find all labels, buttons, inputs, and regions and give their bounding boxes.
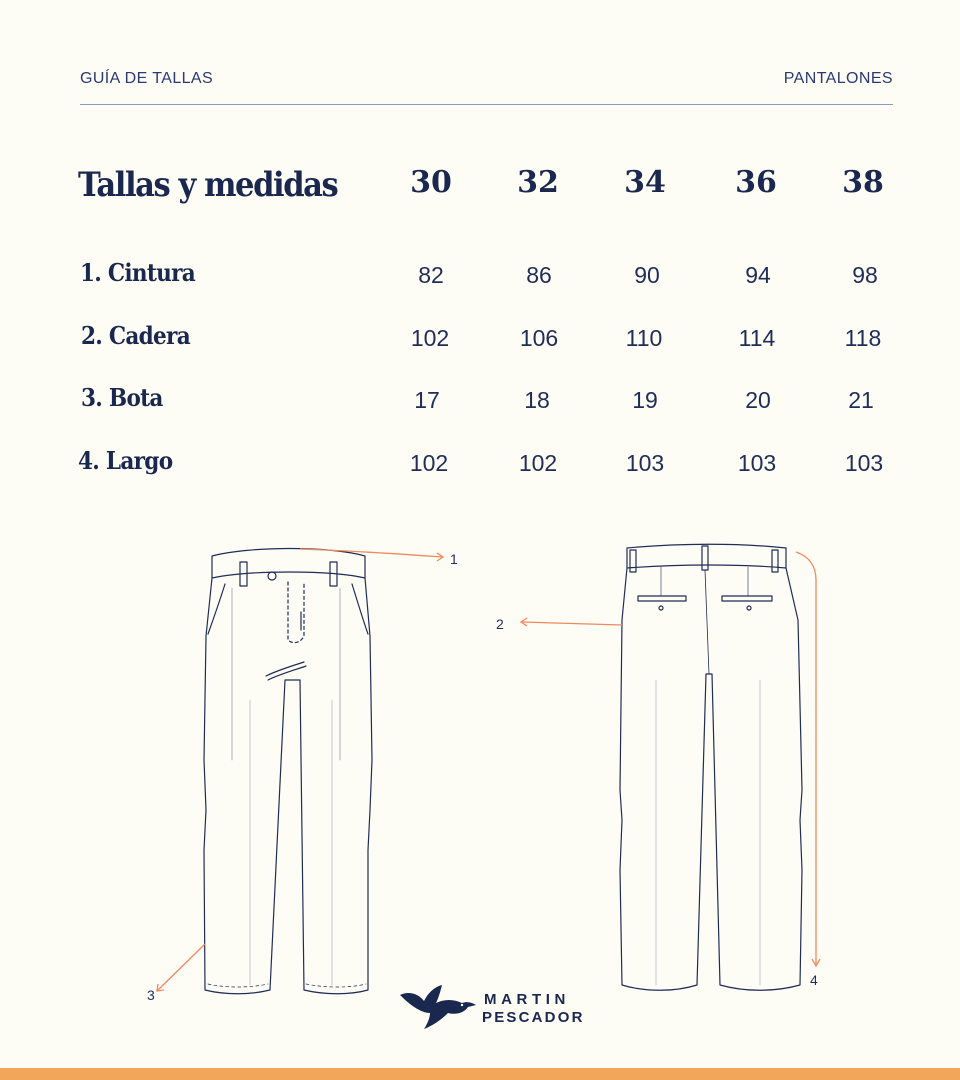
row-label: 3. Bota <box>81 383 163 412</box>
category-label: PANTALONES <box>783 70 893 87</box>
size-38: 38 <box>842 165 884 200</box>
row-label: 1. Cintura <box>80 258 196 287</box>
cell: 106 <box>519 325 559 351</box>
marker-1: 1 <box>450 551 458 567</box>
brand-name-line1: MARTIN <box>484 991 570 1008</box>
cell: 103 <box>844 450 884 476</box>
row-label: 4. Largo <box>78 446 173 475</box>
guide-title: GUÍA DE TALLAS <box>80 70 214 87</box>
cell: 86 <box>526 262 552 288</box>
size-34: 34 <box>624 165 666 200</box>
cell: 19 <box>632 387 658 413</box>
cell: 98 <box>852 262 878 288</box>
cell: 94 <box>745 262 771 288</box>
brand-name-line2: PESCADOR <box>482 1009 585 1026</box>
cell: 118 <box>844 325 882 351</box>
cell: 18 <box>524 387 550 413</box>
cell: 110 <box>625 325 663 351</box>
size-36: 36 <box>735 165 777 200</box>
marker-4: 4 <box>810 972 818 988</box>
row-largo <box>78 446 908 496</box>
cell: 103 <box>737 450 777 476</box>
size-32: 32 <box>517 165 559 200</box>
row-label: 2. Cadera <box>81 321 190 350</box>
cell: 114 <box>738 325 776 351</box>
brand-logo <box>398 983 588 1033</box>
cell: 102 <box>518 450 558 476</box>
cell: 21 <box>848 387 874 413</box>
cell: 20 <box>745 387 771 413</box>
marker-2: 2 <box>496 616 504 632</box>
size-header-row <box>78 165 908 215</box>
marker-3: 3 <box>147 987 155 1003</box>
cell: 103 <box>625 450 665 476</box>
row-cintura <box>78 258 908 308</box>
size-30: 30 <box>410 165 452 200</box>
cell: 17 <box>414 387 440 413</box>
row-bota <box>78 383 908 433</box>
kingfisher-bird-icon <box>398 983 478 1033</box>
row-cadera <box>78 321 908 371</box>
brand-name <box>482 991 585 1027</box>
bottom-accent-bar <box>0 1068 960 1080</box>
cell: 102 <box>410 325 450 351</box>
back-pants-drawing <box>620 544 802 990</box>
page-header <box>80 70 893 105</box>
front-pants-drawing <box>204 549 372 994</box>
measurement-arrows <box>157 549 820 991</box>
cell: 102 <box>409 450 449 476</box>
cell: 90 <box>634 262 660 288</box>
table-title: Tallas y medidas <box>78 165 338 205</box>
cell: 82 <box>418 262 444 288</box>
